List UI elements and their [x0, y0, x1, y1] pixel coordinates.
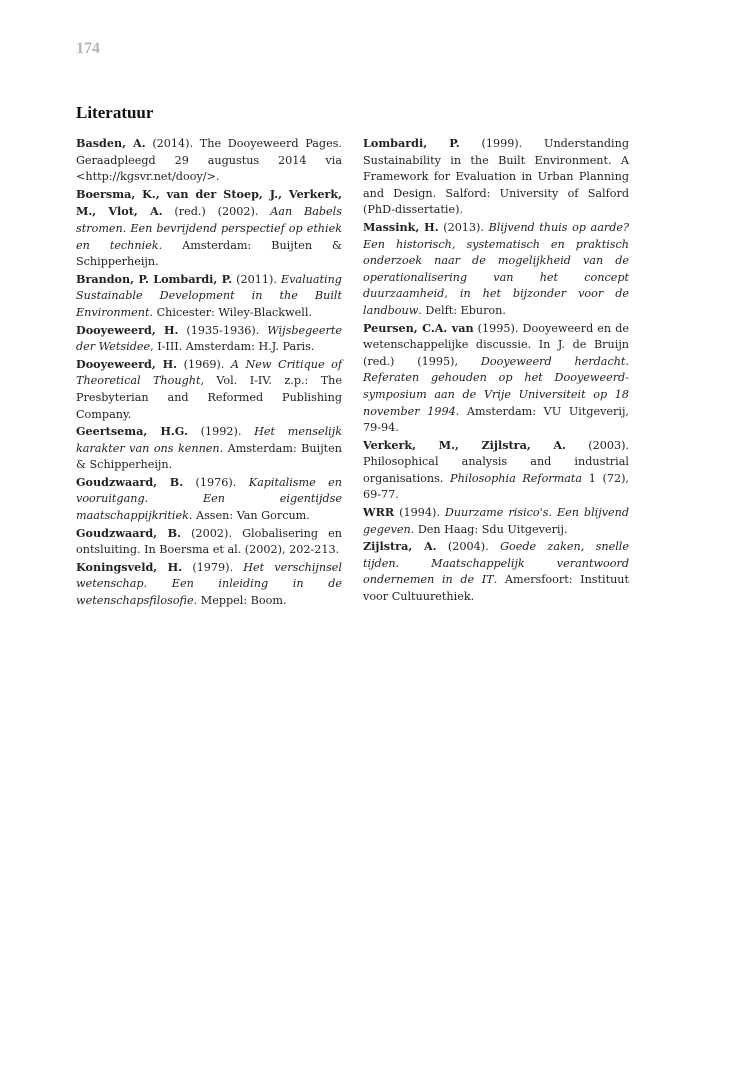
reference-author: Brandon, P. Lombardi, P. [76, 271, 233, 286]
reference-title: A New Critique of Theoretical Thought [76, 357, 342, 388]
reference-title: Blijvend thuis op aarde? Een historisch, systematisch en praktisch onderzoek naar de mogelijkheid van de operationalisering van het concept duurzaamheid, in het bijzonder voor de landbouw [363, 220, 629, 317]
reference-entry [363, 504, 629, 538]
reference-text: (2014). The Dooyeweerd Pages. Geraadpleegd 29 augustus 2014 via <http://kgsvr.net/dooy/>. [76, 137, 342, 184]
reference-author: Boersma, K., van der Stoep, J., Verkerk, M., Vlot, A. [76, 186, 342, 219]
reference-author: Basden, A. [76, 136, 146, 150]
reference-text: (2003). Philosophical analysis and industrial organisations. [363, 438, 629, 485]
reference-text: . Den Haag: Sdu Uitgeverij. [410, 522, 568, 536]
reference-author: Verkerk, M., Zijlstra, A. [363, 437, 566, 452]
reference-entry [363, 320, 629, 437]
reference-text: (2011). [232, 272, 281, 286]
reference-text: (1979). [182, 560, 244, 574]
reference-text: . Amersfoort: Instituut voor Cultuurethiek. [363, 573, 629, 604]
reference-entry [76, 271, 342, 322]
reference-entry [76, 186, 342, 271]
reference-author: WRR [363, 505, 395, 520]
reference-text: (1969). [177, 357, 231, 371]
reference-column-left [76, 135, 342, 610]
reference-text: . Assen: Van Gorcum. [188, 509, 310, 523]
reference-author: Zijlstra, A. [363, 539, 437, 554]
reference-text: (1994). [394, 506, 445, 520]
reference-text: . Chicester: Wiley-Blackwell. [149, 305, 312, 319]
reference-title: Duurzame risico's. Een blijvend gegeven [363, 506, 629, 536]
reference-author: Dooyeweerd, H. [76, 322, 179, 337]
reference-title: Het verschijnsel wetenschap. Een inleiding in de wetenschapsfilosofie [76, 560, 343, 608]
reference-title: Kapitalisme en vooruitgang. Een eigentijdse maatschappijkritiek [76, 475, 343, 523]
reference-entry [76, 525, 342, 559]
reference-text: . Amsterdam: Buijten & Schipperheijn. [76, 441, 342, 472]
reference-entry [76, 474, 342, 525]
reference-text: (1976). [183, 475, 249, 489]
reference-text: , I-III. Amsterdam: H.J. Paris. [150, 340, 315, 354]
reference-entry [76, 356, 342, 423]
reference-author: Goudzwaard, B. [76, 525, 181, 540]
reference-text: . Amsterdam: VU Uitgeverij, 79-94. [363, 404, 629, 435]
reference-text: , Vol. I-IV. z.p.: The Presbyterian and Reformed Publishing Company. [76, 374, 342, 421]
reference-entry [76, 423, 342, 474]
reference-text: (red.) (2002). [162, 205, 271, 219]
reference-text: (1935-1936). [178, 323, 268, 337]
reference-text: (2004). [436, 540, 501, 554]
reference-text: (1995). Dooyeweerd en de wetenschappelijke discussie. In J. de Bruijn (red.) (1995), [363, 321, 629, 368]
reference-author: Geertsema, H.G. [76, 424, 188, 439]
reference-author: Goudzwaard, B. [76, 474, 184, 489]
reference-title: Goede zaken, snelle tijden. Maatschappelijk verantwoord ondernemen in de IT [363, 540, 629, 587]
reference-text: . Amsterdam: Buijten & Schipperheijn. [76, 238, 342, 269]
reference-entry [76, 322, 342, 356]
reference-entry [76, 559, 342, 610]
reference-author: Peursen, C.A. van [363, 320, 474, 335]
reference-entry [363, 437, 629, 504]
reference-text: 1 (72), 69-77. [363, 471, 629, 502]
reference-author: Koningsveld, H. [76, 559, 183, 574]
reference-title: Dooyeweerd herdacht. Referaten gehouden op het Dooyeweerd-symposium aan de Vrije Universiteit op 18 november 1994 [363, 354, 629, 418]
reference-entry [363, 538, 629, 605]
reference-author: Dooyeweerd, H. [76, 356, 178, 371]
page-number: 174 [76, 40, 100, 57]
reference-author: Massink, H. [363, 219, 439, 234]
page-title: Literatuur [76, 103, 154, 122]
reference-title: Evaluating Sustainable Development in the Built Environment [76, 272, 342, 319]
reference-column-right [363, 135, 629, 606]
reference-text: (2013). [438, 220, 489, 234]
reference-title: Wijsbegeerte der Wetsidee [76, 323, 342, 354]
reference-author: Lombardi, P. [363, 136, 460, 150]
reference-text: (1992). [187, 425, 255, 439]
reference-text: (2002). Globalisering en ontsluiting. In Boersma et al. (2002), 202-213. [76, 526, 342, 557]
reference-title: Aan Babels stromen. Een bevrijdend perspectief op ethiek en techniek [76, 205, 342, 252]
reference-text: . Delft: Eburon. [418, 303, 506, 317]
reference-entry [363, 135, 629, 219]
reference-text: . Meppel: Boom. [193, 594, 287, 608]
reference-entry [363, 219, 629, 320]
reference-entry [76, 135, 342, 186]
reference-title: Philosophia Reformata [450, 471, 583, 485]
reference-title: Het menselijk karakter van ons kennen [76, 425, 342, 455]
reference-text: (1999). Understanding Sustainability in the Built Environment. A Framework for Evaluation in Urban Planning and Design. Salford: University of Salford (PhD-dissertatie). [363, 137, 629, 217]
